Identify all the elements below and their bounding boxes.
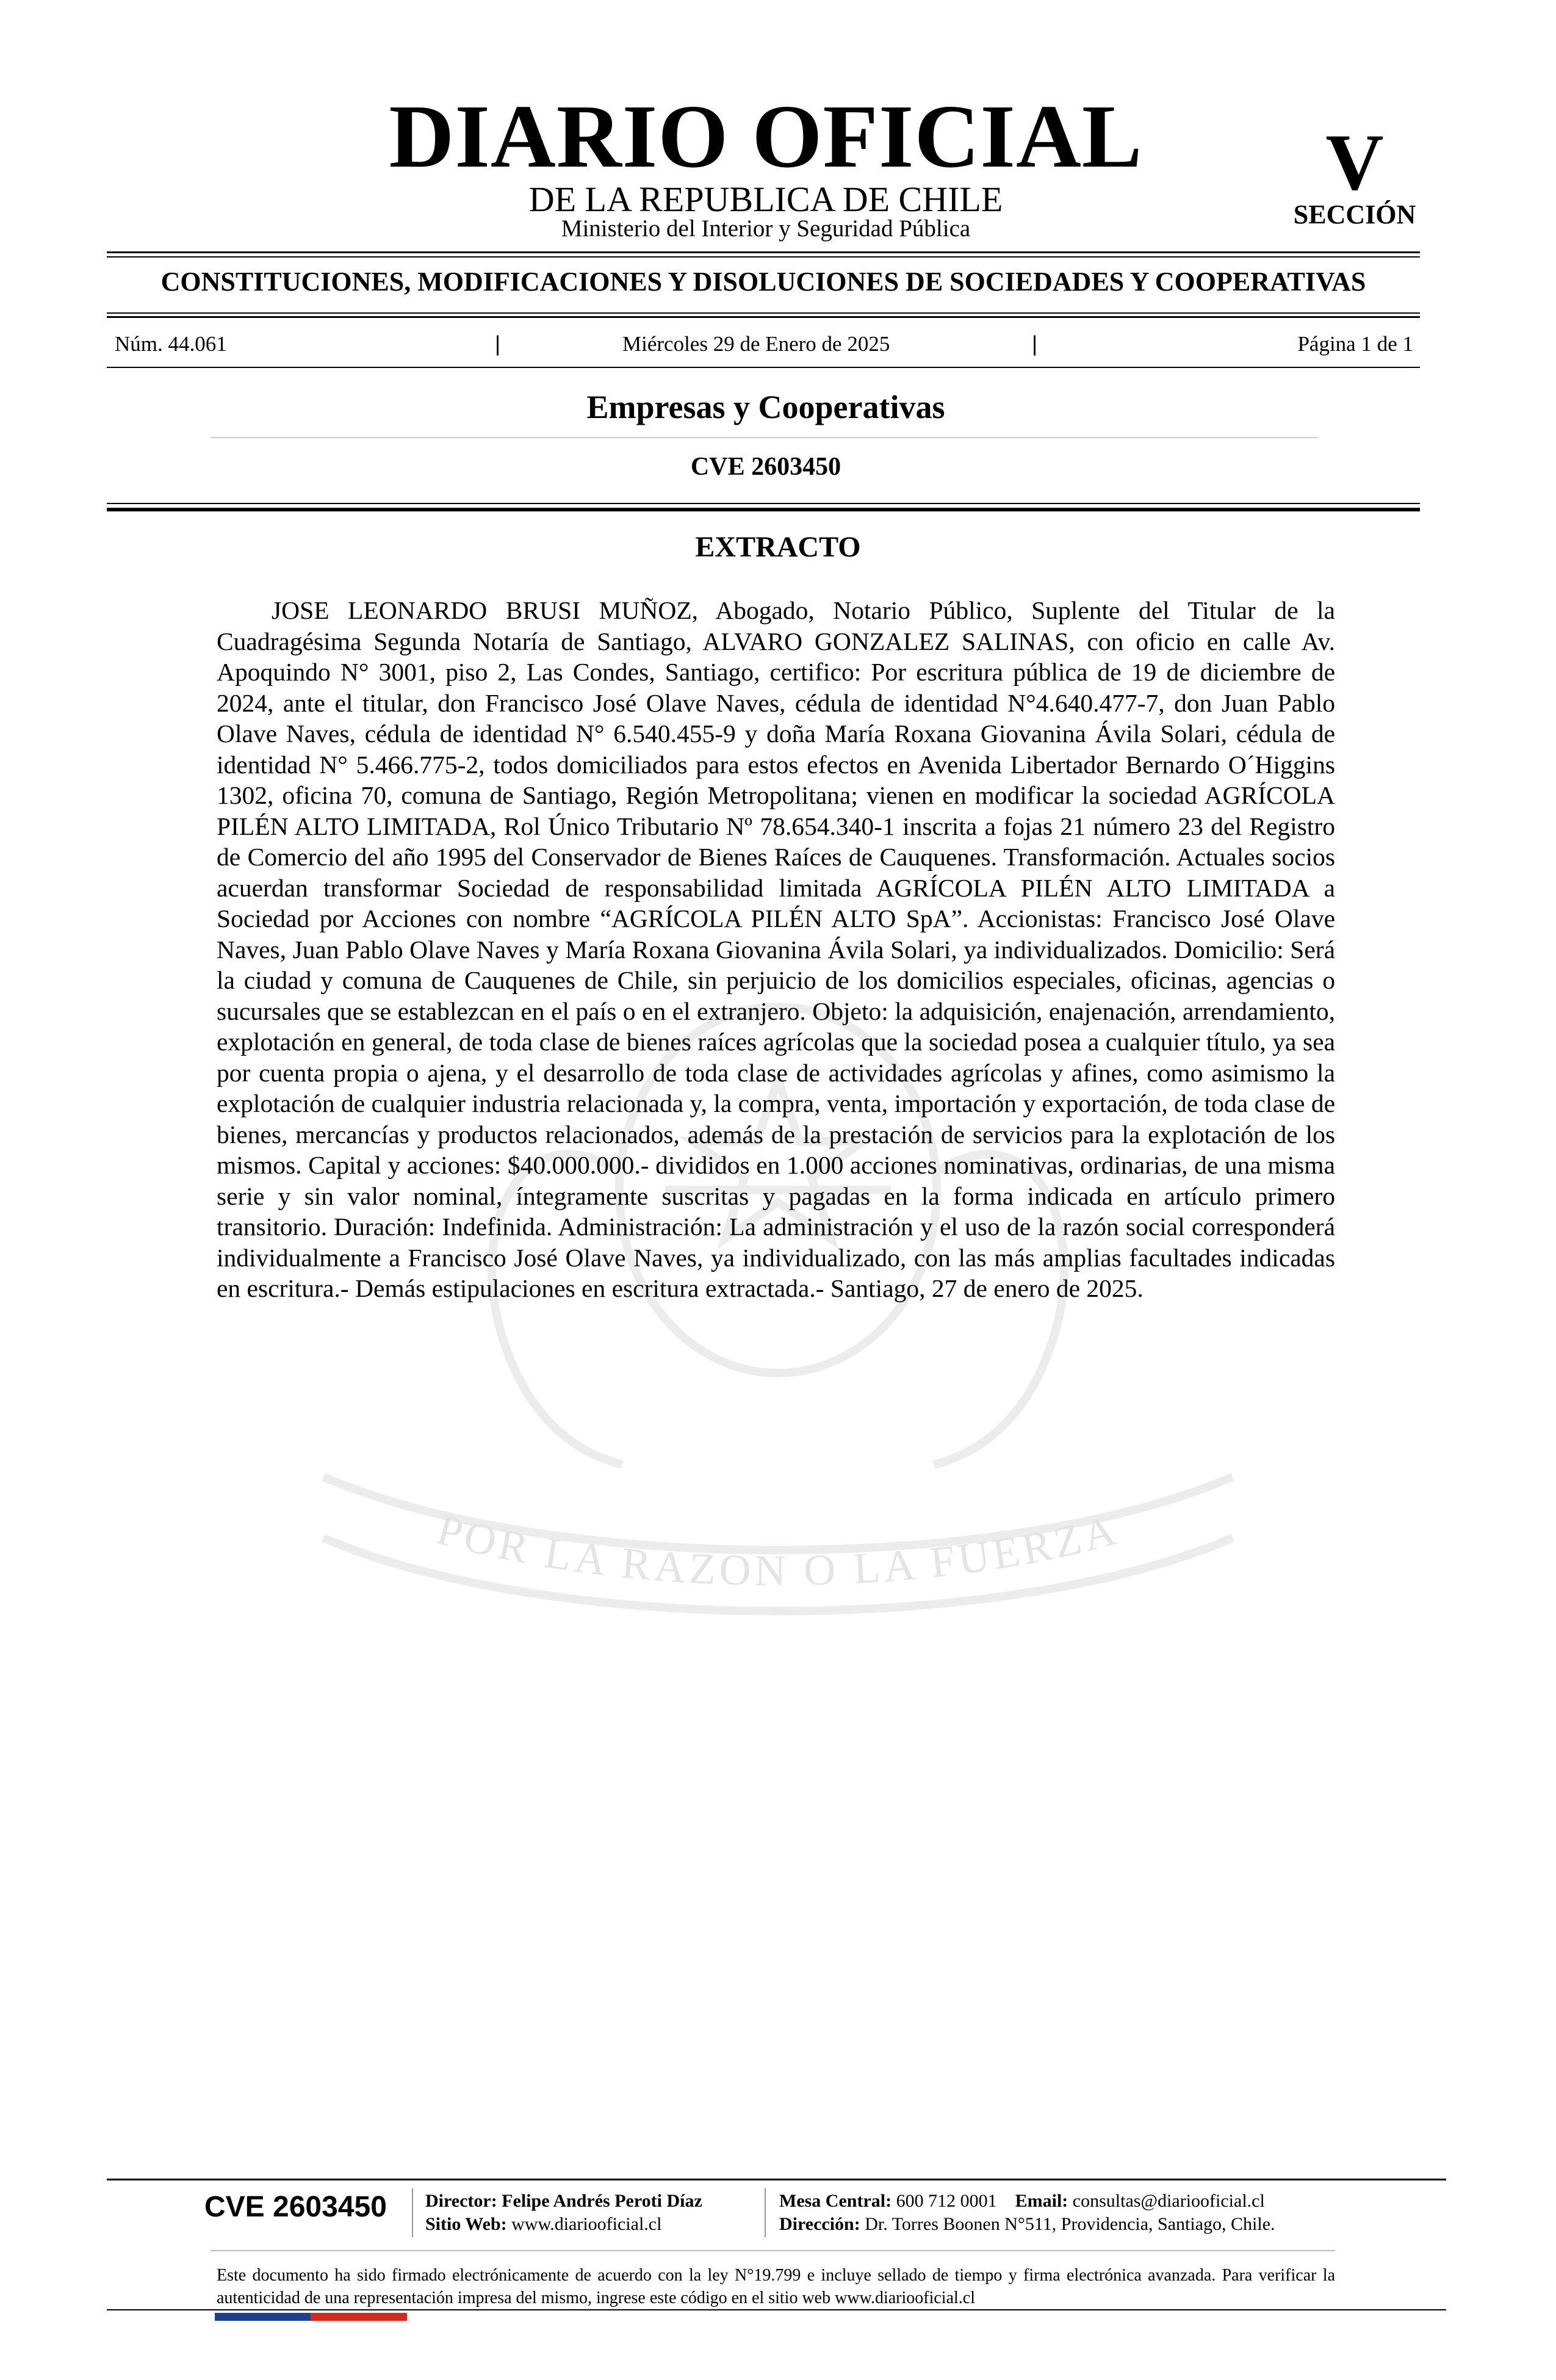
- issue-rule: [107, 367, 1420, 368]
- footer-divider: [412, 2188, 413, 2237]
- flag-stripe-red: [311, 2313, 407, 2321]
- extract-body: JOSE LEONARDO BRUSI MUÑOZ, Abogado, Notario Público, Suplente del Titular de la Cuadragésima Segunda Notaría de Santiago, ALVARO GONZALEZ SALINAS, con oficio en calle Av. Apoquindo N° 3001, piso 2, Las Condes, Santiago, certifico: Por escritura pública de 19 de diciembre de 2024, ante el titular, don Francisco José Olave Naves, cédula de identidad N°4.640.477-7, don Juan Pablo Olave Naves, cédula de identidad N° 6.540.455-9 y doña María Roxana Giovanina Ávila Solari, cédula de identidad N° 5.466.775-2, todos domiciliados para estos efectos en Avenida Libertador Bernardo O´Higgins 1302, oficina 70, comuna de Santiago, Región Metropolitana; vienen en modificar la sociedad AGRÍCOLA PILÉN ALTO LIMITADA, Rol Único Tributario Nº 78.654.340-1 inscrita a fojas 21 número 23 del Registro de Comercio del año 1995 del Conservador de Bienes Raíces de Cauquenes. Transformación. Actuales socios acuerdan transformar Sociedad de responsabilidad limitada AGRÍCOLA PILÉN ALTO LIMITADA a Sociedad por Acciones con nombre “AGRÍCOLA PILÉN ALTO SpA”. Accionistas: Francisco José Olave Naves, Juan Pablo Olave Naves y María Roxana Giovanina Ávila Solari, ya individualizados. Domicilio: Será la ciudad y comuna de Cauquenes de Chile, sin perjuicio de los domicilios especiales, oficinas, agencias o sucursales que se establezcan en el país o en el extranjero. Objeto: la adquisición, enajenación, arrendamiento, explotación en general, de toda clase de bienes raíces agrícolas que la sociedad posea a cualquier título, ya sea por cuenta propia o ajena, y el desarrollo de toda clase de actividades agrícolas y afines, como asimismo la explotación de cualquier industria relacionada y, la compra, venta, importación y exportación, de toda clase de bienes, mercancías y productos relacionados, además de la prestación de servicios para la explotación de los mismos. Capital y acciones: $40.000.000.- divididos en 1.000 acciones nominativas, ordinarias, de una misma serie y sin valor nominal, íntegramente suscritas y pagadas en la forma indicada en artículo primero transitorio. Duración: Indefinida. Administración: La administración y el uso de la razón social corresponderá individualmente a Francisco José Olave Naves, ya individualizado, con las más amplias facultades indicadas en escritura.- Demás estipulaciones en escritura extractada.- Santiago, 27 de enero de 2025.: [217, 596, 1335, 1302]
- director-name: Felipe Andrés Peroti Díaz: [502, 2191, 702, 2211]
- footer-legal-notice: Este documento ha sido firmado electrónicamente de acuerdo con la ley N°19.799 e incluye sellado de tiempo y firma electrónica avanzada. Para verificar la autenticidad de una representación impresa del mismo, ingrese este código en el sitio web www.diariooficial.cl: [217, 2266, 1335, 2307]
- cve-code: CVE 2603450: [690, 453, 841, 481]
- issue-number: Núm. 44.061: [115, 332, 227, 356]
- section-letter: V: [1325, 117, 1384, 207]
- issue-date: Miércoles 29 de Enero de 2025: [622, 332, 890, 356]
- svg-text:POR LA RAZON O LA FUERZA: [432, 1504, 1124, 1595]
- footer-rule-bottom: [107, 2309, 1446, 2310]
- heading-rule-thick: [107, 316, 1420, 318]
- top-rule-thin: [107, 256, 1420, 258]
- website-label: Sitio Web:: [425, 2214, 507, 2234]
- address-value: Dr. Torres Boonen N°511, Providencia, Santiago, Chile.: [865, 2214, 1275, 2234]
- phone-label: Mesa Central:: [779, 2191, 892, 2211]
- publication-heading: CONSTITUCIONES, MODIFICACIONES Y DISOLUCIONES DE SOCIEDADES Y COOPERATIVAS: [160, 267, 1366, 297]
- issue-separator: |: [1032, 332, 1038, 356]
- footer-director-block: [425, 2190, 702, 2236]
- watermark-motto: POR LA RAZON O LA FUERZA: [431, 1504, 1125, 1595]
- section-rule: [211, 437, 1318, 438]
- top-rule-thick: [107, 251, 1420, 253]
- cve-rule-thin: [107, 503, 1420, 504]
- website-link[interactable]: www.diariooficial.cl: [511, 2214, 662, 2234]
- address-label: Dirección:: [779, 2214, 860, 2234]
- newspaper-title: DIARIO OFICIAL: [389, 87, 1143, 187]
- footer-contact-block: [779, 2190, 1275, 2236]
- ministry-line: Ministerio del Interior y Seguridad Pública: [561, 215, 971, 242]
- section-title: Empresas y Cooperativas: [586, 389, 945, 425]
- footer-divider: [765, 2188, 766, 2237]
- footer-cve-code: CVE 2603450: [204, 2191, 387, 2223]
- footer-rule-mid: [211, 2250, 1335, 2251]
- flag-stripe-blue: [215, 2313, 311, 2321]
- email-label: Email:: [1015, 2191, 1068, 2211]
- issue-separator: |: [495, 332, 501, 356]
- extract-title: EXTRACTO: [695, 531, 861, 563]
- section-label: SECCIÓN: [1293, 200, 1416, 229]
- cve-rule-thick: [107, 508, 1420, 511]
- newspaper-subtitle: DE LA REPUBLICA DE CHILE: [528, 179, 1003, 219]
- phone-value: 600 712 0001: [896, 2191, 997, 2211]
- director-label: Director:: [425, 2191, 497, 2211]
- email-link[interactable]: consultas@diariooficial.cl: [1072, 2191, 1265, 2211]
- heading-rule-thin: [107, 312, 1420, 314]
- footer-rule-top: [107, 2179, 1446, 2180]
- issue-page: Página 1 de 1: [1297, 332, 1413, 356]
